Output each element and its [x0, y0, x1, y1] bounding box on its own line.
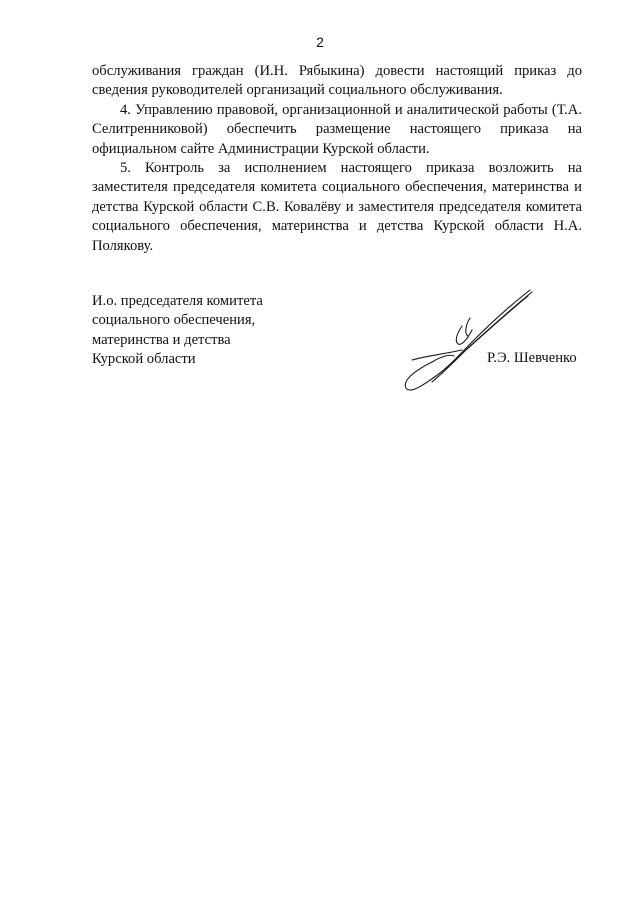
signer-name: Р.Э. Шевченко — [487, 350, 577, 366]
handwritten-signature — [392, 284, 542, 400]
paragraph-item-4: 4. Управлению правовой, организационной и аналитической работы (Т.А. Селитренниковой) обеспечить размещение настоящего приказа на официальном сайте Администрации Курской области. — [92, 101, 582, 157]
signer-title-line: Курской области — [92, 351, 196, 368]
signer-title-line: И.о. председателя комитета — [92, 293, 263, 309]
paragraph-continuation: обслуживания граждан (И.Н. Рябыкина) довести настоящий приказ до сведения руководителей организаций социального обслуживания. — [92, 63, 582, 99]
signer-title-line: материнства и детства — [92, 331, 231, 348]
document-body — [92, 62, 582, 256]
signer-title-block — [92, 292, 332, 370]
signer-title-line: социального обеспечения, — [92, 312, 256, 329]
paragraph-item-5: 5. Контроль за исполнением настоящего приказа возложить на заместителя председателя комитета социального обеспечения, материнства и детства Курской области С.В. Ковалёву и заместителя председателя комитета социального обеспечения, материнства и детства Курской области Н.А. Полякову. — [92, 160, 582, 254]
page-number: 2 — [316, 34, 324, 50]
